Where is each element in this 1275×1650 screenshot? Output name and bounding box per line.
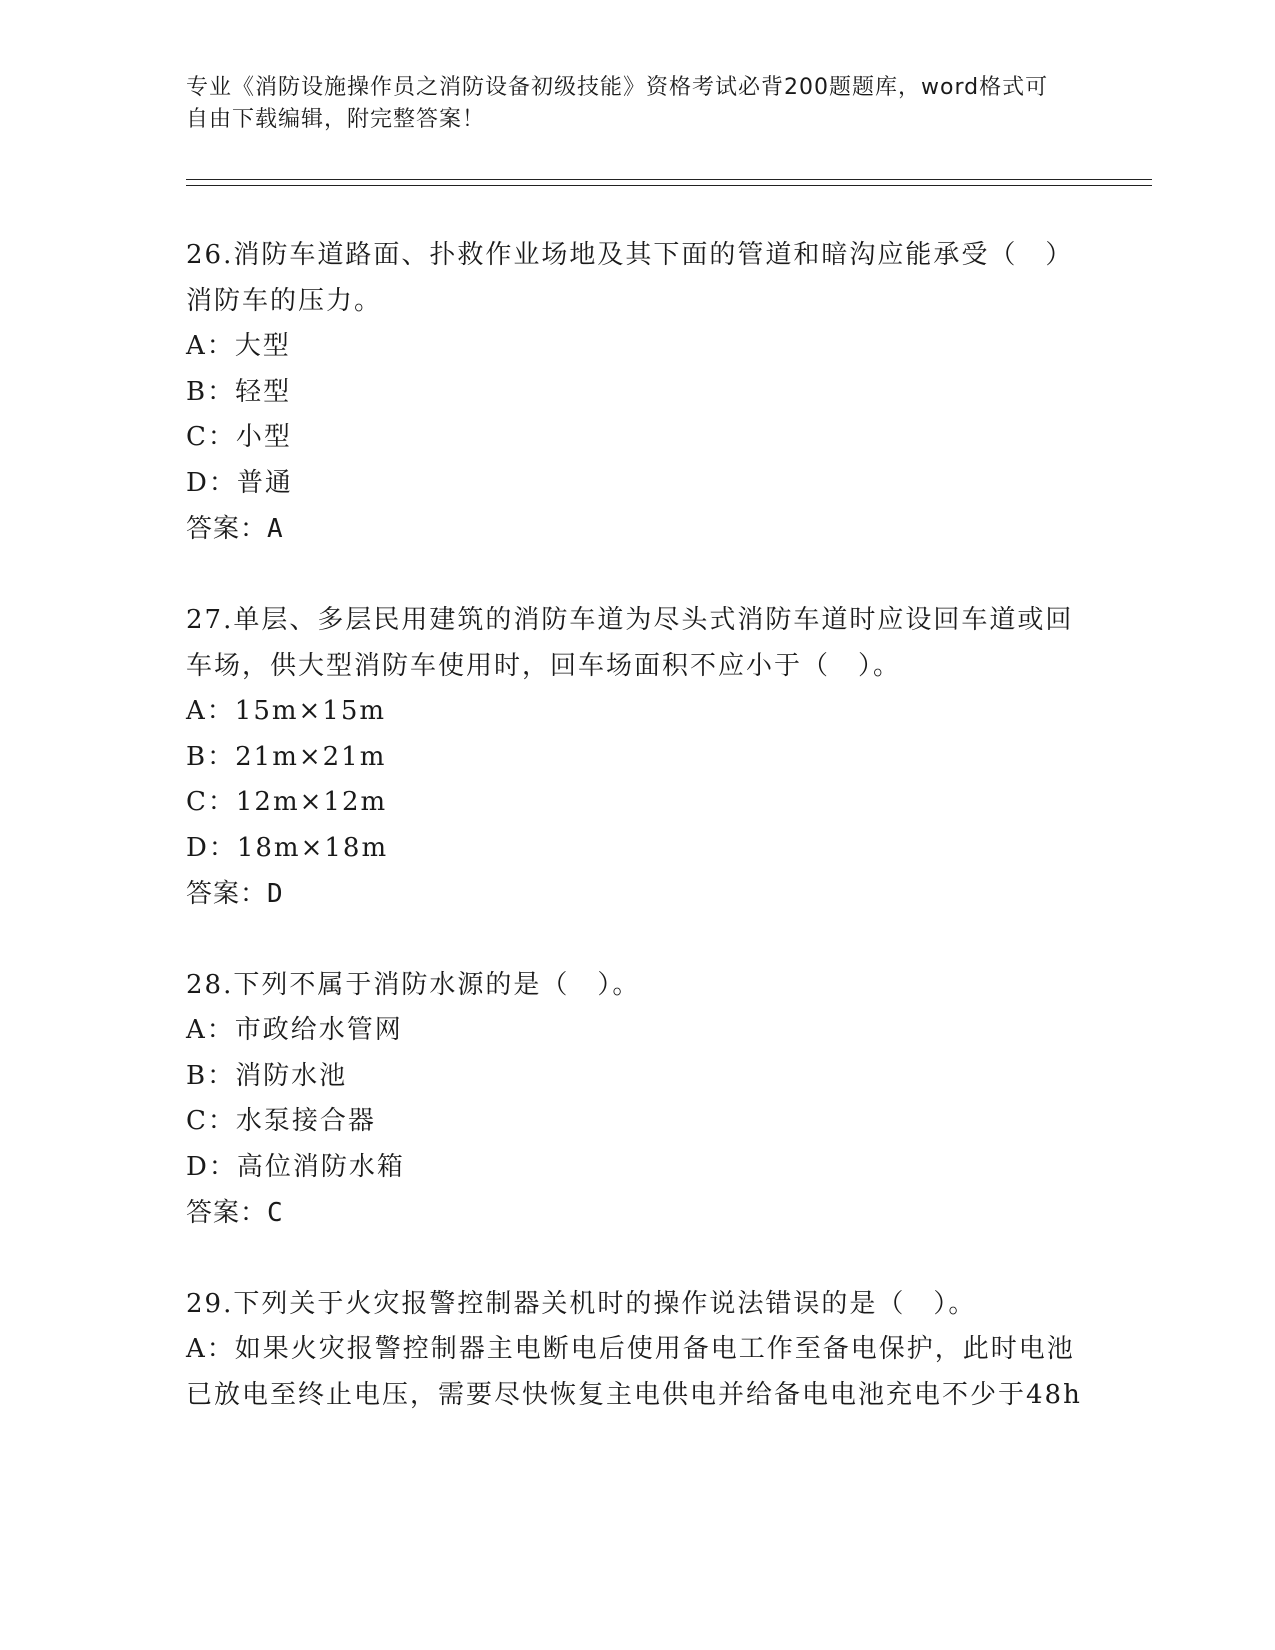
question-26 bbox=[186, 232, 1086, 552]
option-a: A：如果火灾报警控制器主电断电后使用备电工作至备电保护，此时电池已放电至终止电压，需要尽快恢复主电供电并给备电电池充电不少于48h bbox=[186, 1334, 1082, 1410]
question-27 bbox=[186, 597, 1086, 917]
answer-line bbox=[186, 871, 1086, 917]
question-list bbox=[186, 232, 1086, 1463]
answer-value: D bbox=[267, 879, 284, 909]
option-c: C：12m×12m bbox=[186, 787, 388, 817]
option-b: B：轻型 bbox=[186, 376, 292, 407]
header-rule-top bbox=[186, 179, 1152, 180]
question-29 bbox=[186, 1281, 1086, 1418]
answer-value: C bbox=[267, 1198, 284, 1228]
option-a: A：15m×15m bbox=[186, 696, 387, 726]
option-a: A：市政给水管网 bbox=[186, 1015, 403, 1045]
answer-value: A bbox=[267, 514, 284, 544]
option-d: D：高位消防水箱 bbox=[186, 1151, 405, 1182]
option-a: A：大型 bbox=[186, 331, 291, 361]
option-d: D：普通 bbox=[186, 467, 293, 498]
option-c: C：水泵接合器 bbox=[186, 1106, 376, 1136]
option-b: B：消防水池 bbox=[186, 1060, 348, 1091]
answer-label: 答案： bbox=[186, 1198, 268, 1228]
header-rule-bottom bbox=[186, 185, 1152, 186]
document-header: 专业《消防设施操作员之消防设备初级技能》资格考试必背200题题库，word格式可自由下载编辑，附完整答案！ bbox=[186, 75, 1049, 132]
option-b: B：21m×21m bbox=[186, 741, 387, 772]
question-stem: 26.消防车道路面、扑救作业场地及其下面的管道和暗沟应能承受（ ）消防车的压力。 bbox=[186, 240, 1074, 316]
answer-line bbox=[186, 1190, 1086, 1236]
question-28 bbox=[186, 962, 1086, 1236]
question-stem: 29.下列关于火灾报警控制器关机时的操作说法错误的是（ ）。 bbox=[186, 1289, 977, 1319]
option-c: C：小型 bbox=[186, 422, 292, 452]
answer-label: 答案： bbox=[186, 879, 268, 909]
answer-line bbox=[186, 506, 1086, 552]
answer-label: 答案： bbox=[186, 514, 268, 544]
question-stem: 27.单层、多层民用建筑的消防车道为尽头式消防车道时应设回车道或回车场，供大型消防车使用时，回车场面积不应小于（ ）。 bbox=[186, 605, 1074, 681]
option-d: D：18m×18m bbox=[186, 832, 389, 863]
question-stem: 28.下列不属于消防水源的是（ ）。 bbox=[186, 970, 641, 1000]
